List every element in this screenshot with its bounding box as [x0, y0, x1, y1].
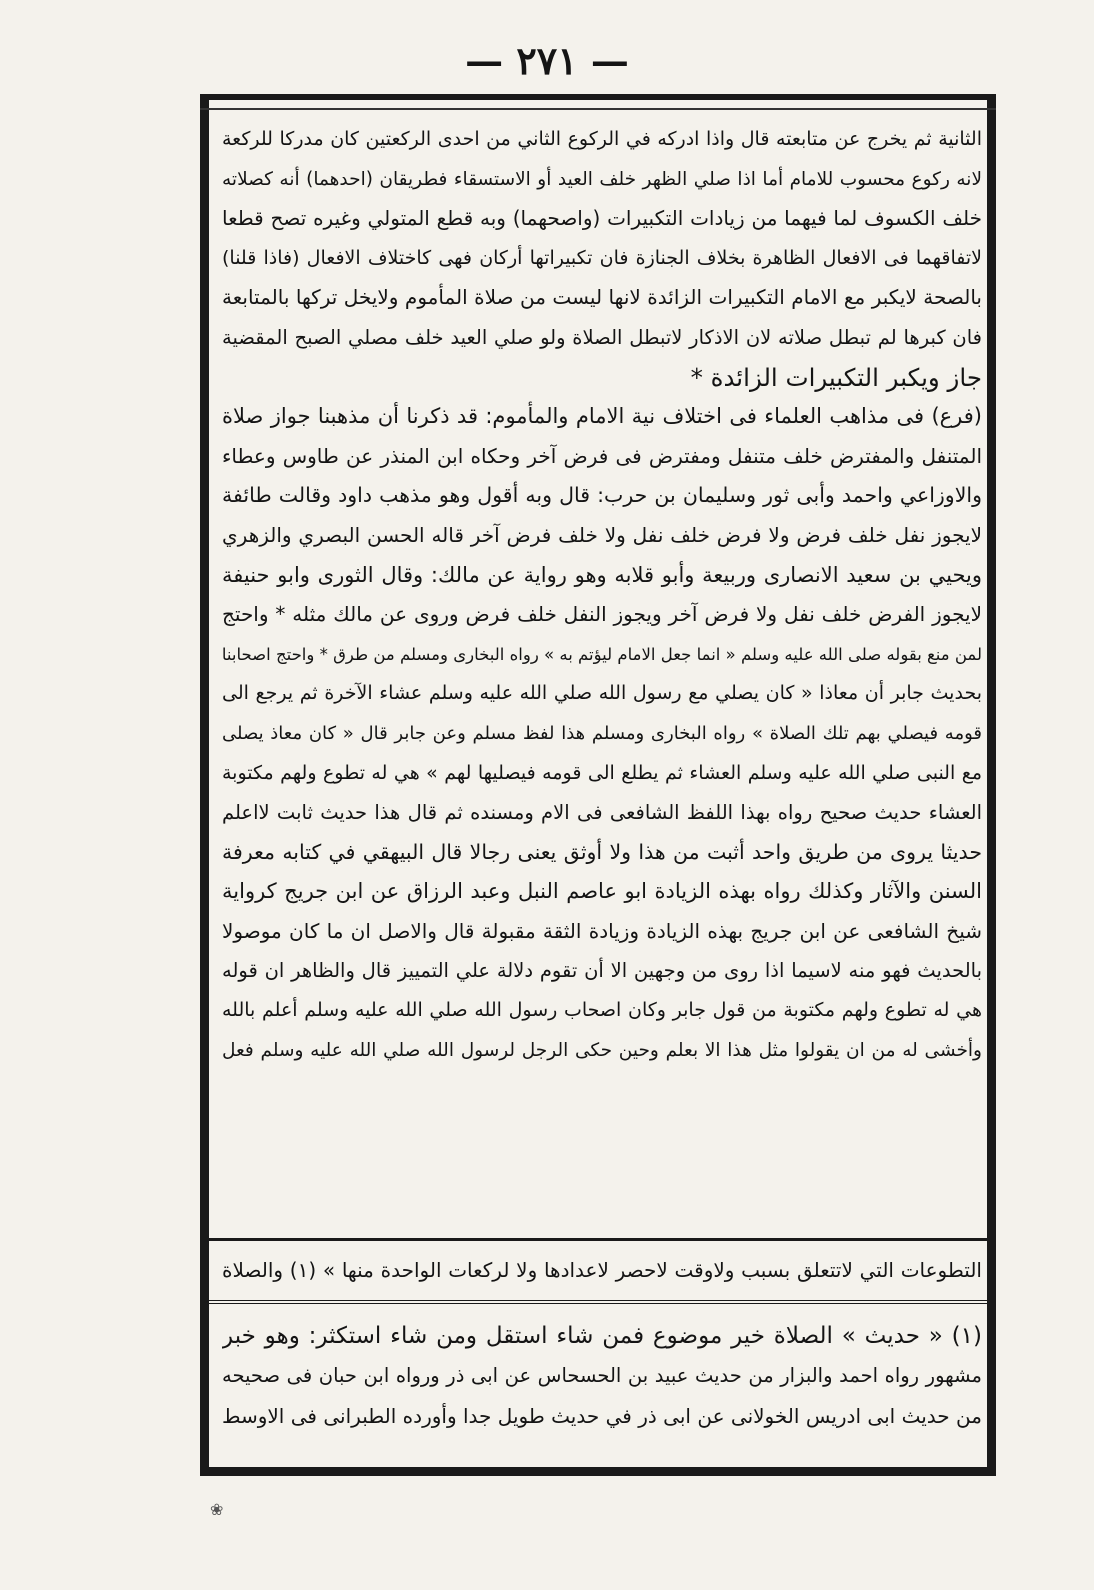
text-line: لانه ركوع محسوب للامام أما اذا صلي الظهر خلف العيد أو الاستسقاء فطريقان (احدهما) أنه كصلاته	[222, 168, 982, 190]
text-line-short: جاز ويكبر التكبيرات الزائدة *	[690, 362, 982, 392]
top-rule	[200, 108, 996, 110]
text-line: لمن منع بقوله صلى الله عليه وسلم « انما جعل الامام ليؤتم به » رواه البخارى ومسلم من طرق * واحتج اصحابنا	[222, 644, 982, 664]
text-line: لايجوز الفرض خلف نفل ولا فرض آخر ويجوز النفل خلف فرض وروى عن مالك مثله * واحتج	[222, 602, 982, 627]
text-line: لاتفاقهما فى الافعال الظاهرة بخلاف الجنازة فان تكبيراتها أركان فهى كاختلاف الافعال (فاذا قلنا)	[222, 246, 982, 269]
text-line: حديثا يروى من طريق واحد أثبت من هذا ولا أوثق يعنى رجالا قال البيهقي في كتابه معرفة	[222, 839, 982, 864]
text-line: هي له تطوع ولهم مكتوبة من قول جابر وكان اصحاب رسول الله صلي الله عليه وسلم أعلم بالله	[222, 999, 982, 1022]
text-line: بحديث جابر أن معاذا « كان يصلي مع رسول الله صلي الله عليه وسلم عشاء الآخرة ثم يرجع الى	[222, 682, 982, 705]
text-line: شيخ الشافعى عن ابن جريج بهذه الزيادة وزيادة الثقة مقبولة قال والاصل ان ما كان موصولا	[222, 918, 982, 943]
footnote-divider	[209, 1300, 987, 1308]
text-line: الثانية ثم يخرج عن متابعته قال واذا ادركه في الركوع الثاني من احدى الركعتين كان مدركا للركعة	[222, 128, 982, 150]
text-line: وأخشى له من ان يقولوا مثل هذا الا بعلم وحين حكى الرجل لرسول الله صلي الله عليه وسلم فعل	[222, 1039, 982, 1061]
text-line: العشاء حديث صحيح رواه بهذا اللفظ الشافعى فى الام ومسنده ثم قال هذا حديث ثابت لااعلم	[222, 801, 982, 825]
text-line: والاوزاعي واحمد وأبى ثور وسليمان بن حرب: قال وبه أقول وهو مذهب داود وقالت طائفة	[222, 483, 982, 508]
text-line: لايجوز نفل خلف فرض ولا فرض خلف نفل ولا خلف فرض آخر قاله الحسن البصري والزهري	[222, 522, 982, 547]
main-text-body	[222, 120, 982, 1070]
matn-divider	[209, 1238, 987, 1241]
text-line: المتنفل والمفترض خلف متنفل ومفترض فى فرض آخر وحكاه ابن المنذر عن طاوس وعطاء	[222, 443, 982, 468]
footnote-line: مشهور رواه احمد والبزار من حديث عبيد بن الحسحاس عن ابى ذر ورواه ابن حبان فى صحيحه	[222, 1364, 982, 1387]
footnote-line: (١) « حديث » الصلاة خير موضوع فمن شاء استقل ومن شاء استكثر: وهو خبر	[222, 1323, 982, 1349]
footnote-line: من حديث ابى ادريس الخولانى عن ابى ذر في حديث طويل جدا وأورده الطبرانى فى الاوسط	[222, 1404, 982, 1428]
page-number: — ٢٧١ —	[465, 38, 629, 83]
text-line: خلف الكسوف لما فيهما من زيادات التكبيرات (واصحهما) وبه قطع المتولي وغيره تصح قطعا	[222, 206, 982, 231]
text-line: مع النبى صلي الله عليه وسلم العشاء ثم يطلع الى قومه فيصليها لهم » هي له تطوع ولهم مكتوبة	[222, 761, 982, 784]
text-line: قومه فيصلي بهم تلك الصلاة » رواه البخارى ومسلم هذا لفظ مسلم وعن جابر قال « كان معاذ يصلى	[222, 722, 982, 744]
text-line: فان كبرها لم تبطل صلاته لان الاذكار لاتبطل الصلاة ولو صلي العيد خلف مصلي الصبح المقضية	[222, 325, 982, 349]
text-line: بالصحة لايكبر مع الامام التكبيرات الزائدة لانها ليست من صلاة المأموم ولايخل تركها بالمتابعة	[222, 285, 982, 310]
text-line: السنن والآثار وكذلك رواه بهذه الزيادة ابو عاصم النبل وعبد الرزاق عن ابن جريج كرواية	[222, 879, 982, 904]
ornament-mark: ❀	[210, 1500, 224, 1519]
text-line: ويحيي بن سعيد الانصارى وربيعة وأبو قلابه وهو رواية عن مالك: وقال الثورى وابو حنيفة	[222, 562, 982, 587]
matn-text-line: التطوعات التي لاتتعلق بسبب ولاوقت لاحصر لاعدادها ولا لركعات الواحدة منها » (١) والصلاة	[222, 1258, 982, 1282]
footnote-section	[222, 1316, 982, 1436]
text-line: (فرع) فى مذاهب العلماء فى اختلاف نية الامام والمأموم: قد ذكرنا أن مذهبنا جواز صلاة	[222, 404, 982, 429]
text-line: بالحديث فهو منه لاسيما اذا روى من وجهين الا أن تقوم دلالة علي التمييز قال والظاهر ان قوله	[222, 959, 982, 983]
